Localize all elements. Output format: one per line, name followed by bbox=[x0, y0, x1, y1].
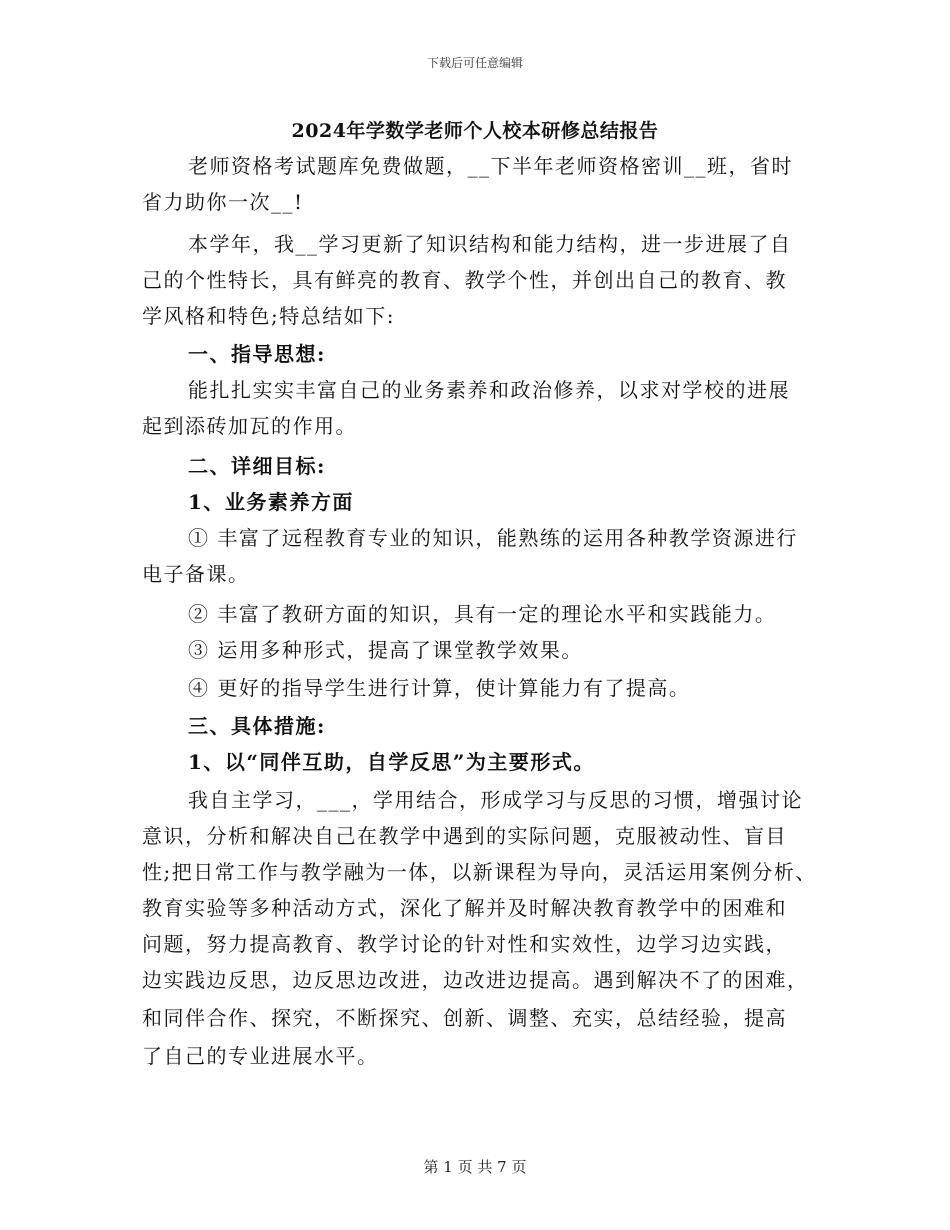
paragraph-line: 我自主学习，___，学用结合，形成学习与反思的习惯，增强讨论 bbox=[188, 788, 803, 812]
subsection-heading: 1、业务素养方面 bbox=[188, 490, 354, 514]
document-title: 2024年学数学老师个人校本研修总结报告 bbox=[291, 120, 659, 142]
paragraph-line: 意识，分析和解决自己在教学中遇到的实际问题，克服被动性、盲目 bbox=[142, 824, 787, 848]
paragraph-line: 了自己的专业进展水平。 bbox=[142, 1044, 379, 1068]
section-heading: 一、指导思想: bbox=[188, 342, 326, 366]
section-heading: 三、具体措施: bbox=[188, 714, 326, 738]
list-item-continuation: 电子备课。 bbox=[142, 562, 250, 586]
list-item: ② 丰富了教研方面的知识，具有一定的理论水平和实践能力。 bbox=[188, 602, 777, 626]
list-item: ③ 运用多种形式，提高了课堂教学效果。 bbox=[188, 638, 583, 662]
paragraph-line: 能扎扎实实丰富自己的业务素养和政治修养，以求对学校的进展 bbox=[188, 378, 790, 402]
paragraph-line: 和同伴合作、探究，不断探究、创新、调整、充实，总结经验，提高 bbox=[142, 1006, 787, 1030]
paragraph-line: 边实践边反思，边反思边改进，边改进边提高。遇到解决不了的困难， bbox=[142, 968, 809, 992]
list-item: ① 丰富了远程教育专业的知识，能熟练的运用各种教学资源进行 bbox=[188, 526, 798, 550]
paragraph-line: 性;把日常工作与教学融为一体，以新课程为导向，灵活运用案例分析、 bbox=[142, 860, 817, 884]
paragraph-line: 教育实验等多种活动方式，深化了解并及时解决教育教学中的困难和 bbox=[142, 896, 787, 920]
section-heading: 二、详细目标: bbox=[188, 454, 326, 478]
header-note: 下载后可任意编辑 bbox=[426, 56, 523, 70]
paragraph-line: 问题，努力提高教育、教学讨论的针对性和实效性，边学习边实践， bbox=[142, 932, 787, 956]
paragraph-line: 省力助你一次__! bbox=[142, 190, 304, 214]
paragraph-line: 本学年，我__学习更新了知识结构和能力结构，进一步进展了自 bbox=[188, 232, 792, 256]
paragraph-line: 己的个性特长，具有鲜亮的教育、教学个性，并创出自己的教育、教 bbox=[142, 268, 787, 292]
subsection-heading: 1、以“同伴互助，自学反思”为主要形式。 bbox=[188, 750, 595, 774]
paragraph-line: 老师资格考试题库免费做题，__下半年老师资格密训__班，省时 bbox=[188, 154, 793, 178]
paragraph-line: 起到添砖加瓦的作用。 bbox=[142, 414, 357, 438]
paragraph-line: 学风格和特色;特总结如下: bbox=[142, 304, 395, 328]
list-item: ④ 更好的指导学生进行计算，使计算能力有了提高。 bbox=[188, 676, 691, 700]
page-number-footer: 第 1 页 共 7 页 bbox=[423, 1158, 527, 1176]
